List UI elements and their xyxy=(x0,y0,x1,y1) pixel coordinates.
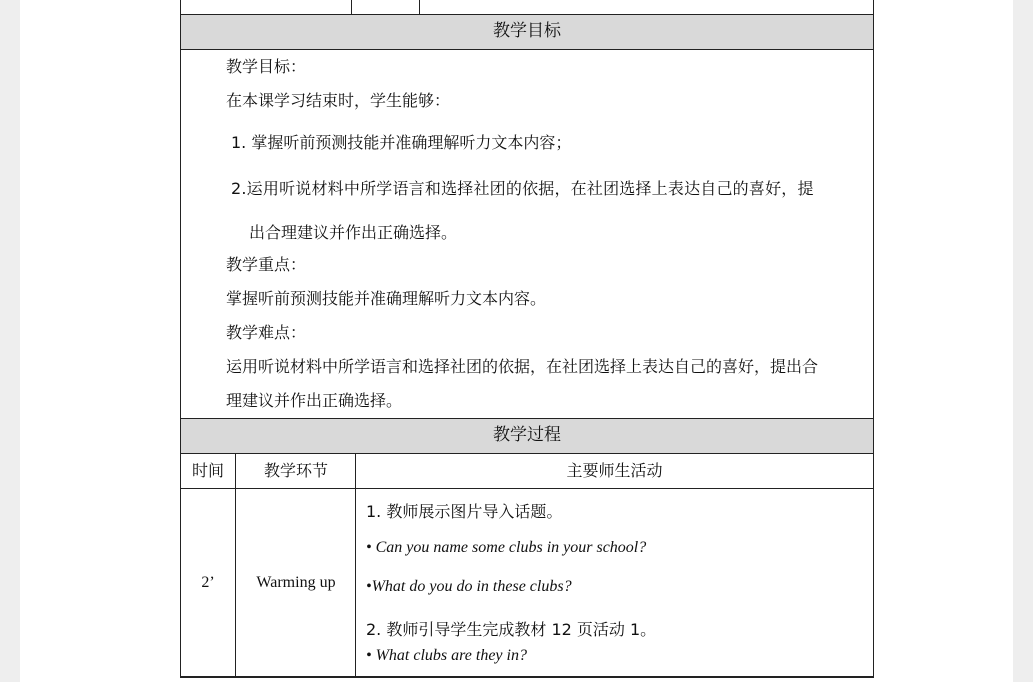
activity-item: • Can you name some clubs in your school? xyxy=(366,539,647,556)
column-header-stage: 教学环节 xyxy=(235,454,356,488)
column-header-activity: 主要师生活动 xyxy=(355,454,873,488)
goal-item-2-line1: 2.运用听说材料中所学语言和选择社团的依据，在社团选择上表达自己的喜好，提 xyxy=(231,179,814,198)
difficult-text-line2: 理建议并作出正确选择。 xyxy=(226,391,403,410)
row-stage: Warming up xyxy=(235,489,356,676)
process-header: 教学过程 xyxy=(181,419,873,454)
difficult-text-line1: 运用听说材料中所学语言和选择社团的依据，在社团选择上表达自己的喜好，提出合 xyxy=(226,357,819,376)
activity-item: 2. 教师引导学生完成教材 12 页活动 1。 xyxy=(366,620,657,639)
key-text: 掌握听前预测技能并准确理解听力文本内容。 xyxy=(226,289,547,308)
row-time: 2’ xyxy=(201,573,215,591)
objectives-header: 教学目标 xyxy=(181,15,873,50)
table-row xyxy=(181,489,873,677)
difficult-label: 教学难点： xyxy=(226,323,307,342)
process-column-headers xyxy=(181,454,873,489)
key-label: 教学重点： xyxy=(226,255,307,274)
row-activities xyxy=(355,489,873,676)
goal-label: 教学目标： xyxy=(226,57,307,76)
lesson-plan-table xyxy=(180,0,874,678)
activity-item: •What do you do in these clubs? xyxy=(366,578,572,595)
activity-item: • What clubs are they in? xyxy=(366,647,527,664)
cell-divider xyxy=(419,0,420,14)
goal-item-1: 1. 掌握听前预测技能并准确理解听力文本内容； xyxy=(231,133,572,152)
goal-intro: 在本课学习结束时，学生能够： xyxy=(226,91,451,110)
goal-item-2-line2: 出合理建议并作出正确选择。 xyxy=(249,223,458,242)
table-top-row xyxy=(181,0,873,15)
activity-item: 1. 教师展示图片导入话题。 xyxy=(366,502,563,521)
column-header-time: 时间 xyxy=(191,461,224,480)
objectives-section xyxy=(181,50,873,419)
cell-divider xyxy=(351,0,352,14)
document-page xyxy=(20,0,1013,682)
